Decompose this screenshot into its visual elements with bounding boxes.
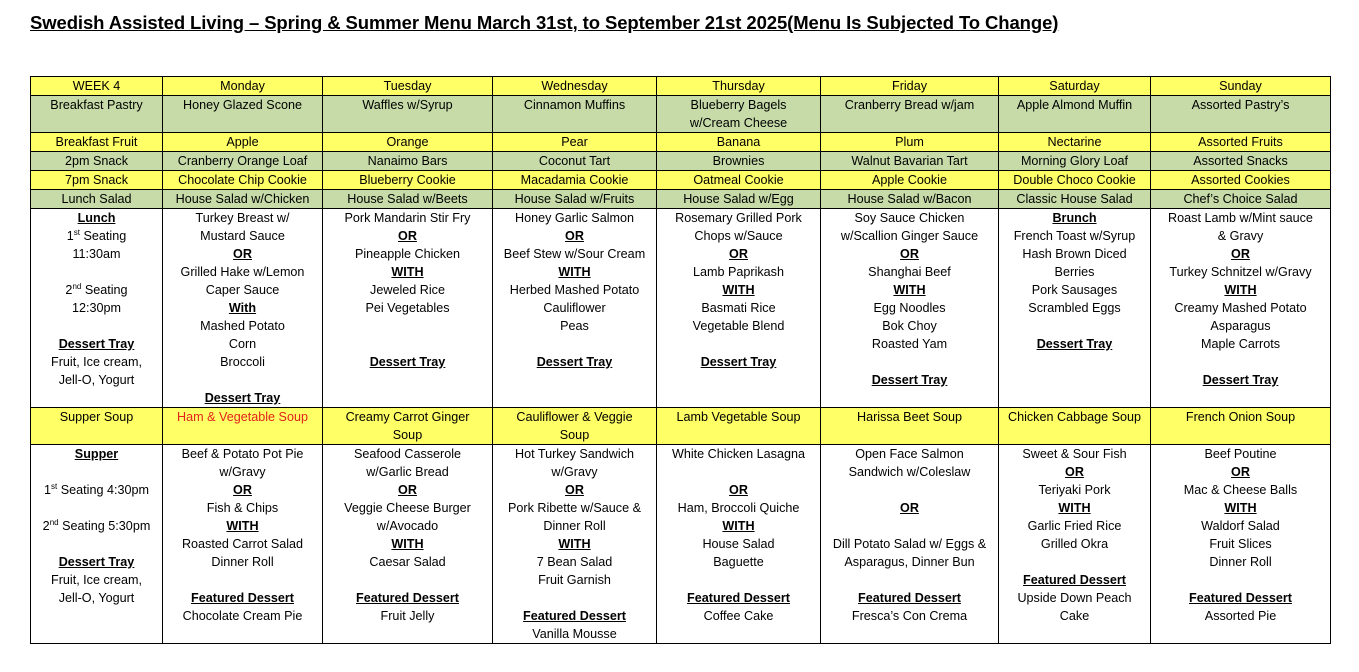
menu-item: Honey Glazed Scone — [163, 96, 323, 133]
menu-item: Blueberry Cookie — [323, 171, 493, 190]
menu-line: Berries — [1054, 265, 1095, 279]
menu-item: House Salad w/Chicken — [163, 190, 323, 209]
featured-dessert-label: Featured Dessert — [191, 591, 294, 605]
dessert-tray-label: Dessert Tray — [369, 355, 446, 369]
supper-friday — [821, 445, 999, 644]
menu-line: Soy Sauce Chicken — [854, 211, 965, 225]
menu-line: Broccoli — [220, 355, 265, 369]
or-label: OR — [233, 247, 252, 261]
menu-line: Dinner Roll — [1209, 555, 1272, 569]
menu-item-line: Cauliflower & Veggie — [516, 410, 633, 424]
supper-first-seating — [33, 481, 160, 499]
menu-item: Banana — [657, 133, 821, 152]
or-label: OR — [398, 229, 417, 243]
menu-item-line: Creamy Carrot Ginger — [345, 410, 470, 424]
featured-dessert-label: Featured Dessert — [858, 591, 961, 605]
supper-soup-row — [31, 408, 1331, 445]
menu-line: French Toast w/Syrup — [1013, 229, 1136, 243]
brunch-label: Brunch — [1052, 211, 1097, 225]
menu-item: Classic House Salad — [999, 190, 1151, 209]
dessert-tray-label: Dessert Tray — [871, 373, 948, 387]
menu-line: Pineapple Chicken — [354, 247, 461, 261]
menu-line: Assorted Pie — [1204, 609, 1277, 623]
menu-line: Asparagus, Dinner Bun — [844, 555, 975, 569]
supper-wednesday — [493, 445, 657, 644]
menu-line: Seafood Casserole — [353, 447, 462, 461]
menu-line: Maple Carrots — [1200, 337, 1281, 351]
menu-line: Herbed Mashed Potato — [509, 283, 640, 297]
menu-line: Pork Ribette w/Sauce & — [508, 501, 641, 515]
dessert-tray-label: Dessert Tray — [1202, 373, 1279, 387]
featured-dessert-label: Featured Dessert — [687, 591, 790, 605]
menu-item: Assorted Pastry’s — [1151, 96, 1331, 133]
menu-line: Beef Poutine — [1204, 447, 1277, 461]
menu-line: Turkey Schnitzel w/Gravy — [1169, 265, 1312, 279]
menu-line: Roast Lamb w/Mint sauce — [1168, 211, 1313, 225]
menu-line: w/Garlic Bread — [366, 465, 449, 479]
menu-line: Pork Sausages — [1031, 283, 1118, 297]
ordinal-suffix: st — [73, 227, 81, 237]
featured-dessert-label: Featured Dessert — [356, 591, 459, 605]
menu-line: Mashed Potato — [200, 319, 285, 333]
menu-item: Pear — [493, 133, 657, 152]
week-label: WEEK 4 — [31, 77, 163, 96]
ordinal-suffix: nd — [72, 281, 82, 291]
seating-text: Seating — [80, 229, 127, 243]
menu-line: Lamb Paprikash — [692, 265, 784, 279]
menu-line: Egg Noodles — [873, 301, 946, 315]
menu-item: House Salad w/Bacon — [821, 190, 999, 209]
menu-item: House Salad w/Fruits — [493, 190, 657, 209]
menu-line: Roasted Yam — [871, 337, 948, 351]
lunch-first-time: 11:30am — [72, 247, 121, 261]
or-label: OR — [1231, 247, 1250, 261]
menu-item: Plum — [821, 133, 999, 152]
supper-label — [31, 445, 163, 644]
menu-item: Nectarine — [999, 133, 1151, 152]
menu-line: Hash Brown Diced — [1022, 247, 1127, 261]
supper-title: Supper — [74, 447, 119, 461]
menu-line: Fish & Chips — [206, 501, 279, 515]
menu-item: Cranberry Bread w/jam — [821, 96, 999, 133]
row-label: Lunch Salad — [31, 190, 163, 209]
menu-item: Macadamia Cookie — [493, 171, 657, 190]
menu-line: Pork Mandarin Stir Fry — [344, 211, 471, 225]
menu-line: w/Scallion Ginger Sauce — [840, 229, 979, 243]
lunch-salad-row — [31, 190, 1331, 209]
menu-item: Chocolate Chip Cookie — [163, 171, 323, 190]
lunch-first-seating — [33, 227, 160, 245]
menu-item: Lamb Vegetable Soup — [657, 408, 821, 445]
with-label: WITH — [226, 519, 259, 533]
menu-line: Scrambled Eggs — [1028, 301, 1121, 315]
page-title: Swedish Assisted Living – Spring & Summer Menu March 31st, to September 21st 2025(Menu Is Subjected To Change) — [30, 12, 1059, 33]
menu-item: Assorted Fruits — [1151, 133, 1331, 152]
seating-text: Seating 4:30pm — [57, 483, 149, 497]
or-label: OR — [1231, 465, 1250, 479]
menu-line: White Chicken Lasagna — [671, 447, 805, 461]
snack-2pm-row — [31, 152, 1331, 171]
with-label: WITH — [722, 283, 755, 297]
menu-line: Fruit Jelly — [380, 609, 435, 623]
menu-line: Dinner Roll — [543, 519, 606, 533]
lunch-thursday — [657, 209, 821, 408]
menu-line: & Gravy — [1217, 229, 1264, 243]
lunch-saturday — [999, 209, 1151, 408]
menu-line: Pei Vegetables — [365, 301, 450, 315]
breakfast-fruit-row — [31, 133, 1331, 152]
menu-line: w/Gravy — [219, 465, 266, 479]
menu-item-line: Soup — [559, 428, 590, 442]
snack-7pm-row — [31, 171, 1331, 190]
menu-line: Shanghai Beef — [868, 265, 951, 279]
with-label: WITH — [391, 537, 424, 551]
day-monday: Monday — [163, 77, 323, 96]
menu-line: Grilled Okra — [1040, 537, 1109, 551]
day-friday: Friday — [821, 77, 999, 96]
ordinal-number: 2 — [42, 519, 50, 533]
menu-item: Ham & Vegetable Soup — [163, 408, 323, 445]
day-saturday: Saturday — [999, 77, 1151, 96]
header-row — [31, 77, 1331, 96]
with-label: With — [228, 301, 257, 315]
menu-item — [323, 408, 493, 445]
featured-dessert-label: Featured Dessert — [1189, 591, 1292, 605]
menu-line: Grilled Hake w/Lemon — [180, 265, 305, 279]
menu-item: Cranberry Orange Loaf — [163, 152, 323, 171]
supper-sunday — [1151, 445, 1331, 644]
menu-line: Coffee Cake — [703, 609, 774, 623]
menu-line: Basmati Rice — [701, 301, 776, 315]
menu-line: Chocolate Cream Pie — [182, 609, 303, 623]
breakfast-pastry-row — [31, 96, 1331, 133]
menu-line: Honey Garlic Salmon — [515, 211, 634, 225]
lunch-monday — [163, 209, 323, 408]
lunch-sunday — [1151, 209, 1331, 408]
menu-line: w/Avocado — [376, 519, 439, 533]
day-thursday: Thursday — [657, 77, 821, 96]
menu-item: Walnut Bavarian Tart — [821, 152, 999, 171]
supper-dessert-label: Dessert Tray — [58, 555, 135, 569]
menu-line: Waldorf Salad — [1201, 519, 1280, 533]
supper-second-seating — [33, 517, 160, 535]
seating-text: Seating 5:30pm — [58, 519, 151, 533]
menu-line: Asparagus — [1210, 319, 1271, 333]
lunch-dessert-fruit: Fruit, Ice cream, — [51, 355, 142, 369]
menu-item: French Onion Soup — [1151, 408, 1331, 445]
menu-line: Fruit Garnish — [538, 573, 611, 587]
menu-item: Nanaimo Bars — [323, 152, 493, 171]
menu-line: Peas — [560, 319, 589, 333]
menu-line: 7 Bean Salad — [536, 555, 613, 569]
menu-item: Waffles w/Syrup — [323, 96, 493, 133]
menu-line: Vegetable Blend — [692, 319, 785, 333]
dessert-tray-label: Dessert Tray — [700, 355, 777, 369]
menu-line: Hot Turkey Sandwich — [515, 447, 634, 461]
or-label: OR — [900, 501, 919, 515]
menu-line: Cauliflower — [543, 301, 606, 315]
lunch-dessert-jello: Jell-O, Yogurt — [58, 373, 135, 387]
ordinal-number: 1 — [44, 483, 52, 497]
menu-item: Harissa Beet Soup — [821, 408, 999, 445]
menu-item-line: w/Cream Cheese — [689, 116, 788, 130]
menu-line: Jeweled Rice — [370, 283, 445, 297]
or-label: OR — [565, 483, 584, 497]
lunch-second-seating — [33, 281, 160, 299]
featured-dessert-label: Featured Dessert — [1023, 573, 1126, 587]
menu-item: House Salad w/Beets — [323, 190, 493, 209]
with-label: WITH — [722, 519, 755, 533]
with-label: WITH — [558, 265, 591, 279]
or-label: OR — [398, 483, 417, 497]
menu-item-line: Soup — [392, 428, 423, 442]
ordinal-number: 2 — [65, 283, 73, 297]
ordinal-number: 1 — [66, 229, 74, 243]
menu-line: Bok Choy — [882, 319, 937, 333]
menu-item: Apple Cookie — [821, 171, 999, 190]
dessert-tray-label: Dessert Tray — [204, 391, 281, 405]
featured-dessert-label: Featured Dessert — [523, 609, 626, 623]
supper-dessert-jello: Jell-O, Yogurt — [58, 591, 135, 605]
menu-item: Apple — [163, 133, 323, 152]
with-label: WITH — [391, 265, 424, 279]
menu-line: Teriyaki Pork — [1038, 483, 1111, 497]
menu-line: Fresca’s Con Crema — [851, 609, 968, 623]
lunch-second-time: 12:30pm — [71, 301, 121, 315]
menu-item: Cinnamon Muffins — [493, 96, 657, 133]
ordinal-suffix: nd — [49, 517, 59, 527]
row-label: Breakfast Fruit — [31, 133, 163, 152]
menu-item — [657, 96, 821, 133]
dessert-tray-label: Dessert Tray — [536, 355, 613, 369]
menu-item — [493, 408, 657, 445]
day-sunday: Sunday — [1151, 77, 1331, 96]
menu-line: Cake — [1059, 609, 1090, 623]
menu-item: Apple Almond Muffin — [999, 96, 1151, 133]
lunch-row — [31, 209, 1331, 408]
menu-line: Sweet & Sour Fish — [1022, 447, 1127, 461]
menu-line: Veggie Cheese Burger — [344, 501, 471, 515]
supper-tuesday — [323, 445, 493, 644]
supper-dessert-fruit: Fruit, Ice cream, — [51, 573, 142, 587]
menu-line: Ham, Broccoli Quiche — [677, 501, 800, 515]
menu-item: Chicken Cabbage Soup — [999, 408, 1151, 445]
with-label: WITH — [893, 283, 926, 297]
menu-line: Open Face Salmon — [855, 447, 964, 461]
menu-item: Assorted Cookies — [1151, 171, 1331, 190]
menu-line: Corn — [228, 337, 257, 351]
menu-item: Assorted Snacks — [1151, 152, 1331, 171]
day-tuesday: Tuesday — [323, 77, 493, 96]
menu-line: Dill Potato Salad w/ Eggs & — [832, 537, 987, 551]
menu-line: Beef & Potato Pot Pie — [181, 447, 304, 461]
lunch-friday — [821, 209, 999, 408]
lunch-tuesday — [323, 209, 493, 408]
row-label: Breakfast Pastry — [31, 96, 163, 133]
or-label: OR — [729, 247, 748, 261]
day-wednesday: Wednesday — [493, 77, 657, 96]
seating-text: Seating — [81, 283, 128, 297]
or-label: OR — [565, 229, 584, 243]
menu-line: w/Gravy — [551, 465, 598, 479]
or-label: OR — [1065, 465, 1084, 479]
menu-line: Sandwich w/Coleslaw — [848, 465, 971, 479]
or-label: OR — [729, 483, 748, 497]
menu-item: Brownies — [657, 152, 821, 171]
menu-item: Oatmeal Cookie — [657, 171, 821, 190]
row-label: Supper Soup — [31, 408, 163, 445]
with-label: WITH — [1224, 501, 1257, 515]
menu-line: Caper Sauce — [205, 283, 280, 297]
supper-saturday — [999, 445, 1151, 644]
lunch-dessert-label: Dessert Tray — [58, 337, 135, 351]
menu-line: Mac & Cheese Balls — [1183, 483, 1298, 497]
menu-line: Caesar Salad — [369, 555, 446, 569]
ordinal-suffix: st — [51, 481, 58, 491]
supper-row — [31, 445, 1331, 644]
menu-line: Turkey Breast w/ — [195, 211, 290, 225]
lunch-label — [31, 209, 163, 408]
menu-line: Garlic Fried Rice — [1027, 519, 1122, 533]
menu-line: Mustard Sauce — [200, 229, 285, 243]
supper-thursday — [657, 445, 821, 644]
supper-monday — [163, 445, 323, 644]
menu-line: House Salad — [702, 537, 775, 551]
menu-line: Creamy Mashed Potato — [1174, 301, 1307, 315]
menu-item: Orange — [323, 133, 493, 152]
with-label: WITH — [1224, 283, 1257, 297]
menu-item: Chef’s Choice Salad — [1151, 190, 1331, 209]
menu-line: Chops w/Sauce — [694, 229, 783, 243]
menu-item: Coconut Tart — [493, 152, 657, 171]
row-label: 2pm Snack — [31, 152, 163, 171]
or-label: OR — [900, 247, 919, 261]
or-label: OR — [233, 483, 252, 497]
row-label: 7pm Snack — [31, 171, 163, 190]
menu-line: Dinner Roll — [211, 555, 274, 569]
menu-line: Beef Stew w/Sour Cream — [503, 247, 646, 261]
with-label: WITH — [1058, 501, 1091, 515]
menu-line: Roasted Carrot Salad — [181, 537, 304, 551]
menu-line: Upside Down Peach — [1017, 591, 1132, 605]
menu-line: Baguette — [713, 555, 764, 569]
menu-line: Fruit Slices — [1209, 537, 1272, 551]
lunch-wednesday — [493, 209, 657, 408]
menu-line: Vanilla Mousse — [532, 627, 617, 641]
lunch-title: Lunch — [77, 211, 116, 225]
menu-item: Morning Glory Loaf — [999, 152, 1151, 171]
menu-item: Double Choco Cookie — [999, 171, 1151, 190]
menu-item-line: Blueberry Bagels — [690, 98, 787, 112]
weekly-menu-table — [30, 76, 1331, 644]
menu-item: House Salad w/Egg — [657, 190, 821, 209]
dessert-tray-label: Dessert Tray — [1036, 337, 1113, 351]
menu-line: Rosemary Grilled Pork — [675, 211, 802, 225]
with-label: WITH — [558, 537, 591, 551]
